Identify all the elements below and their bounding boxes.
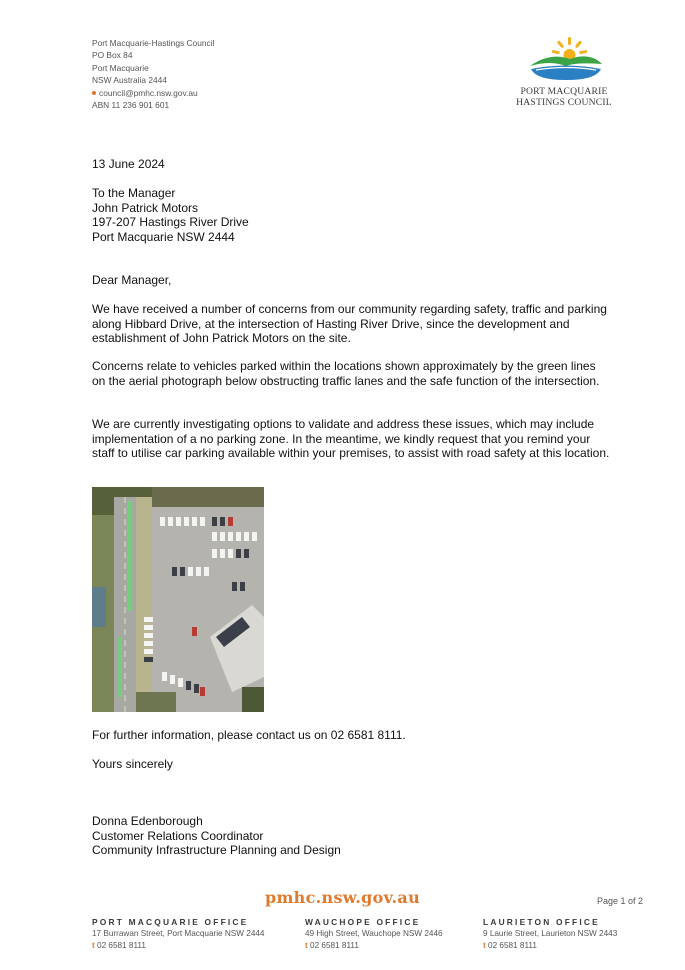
body-paragraph: We are currently investigating options to validate and address these issues, which may include implementation of a no parking zone. In the meantime, we kindly request that you remind your staff to utilise car parking available within your premises, to assist with road safety at this location. [92, 417, 610, 460]
council-logo [506, 34, 626, 114]
sender-email-line [92, 87, 214, 99]
recipient-line: 197-207 Hastings River Drive [92, 215, 249, 229]
sender-po-box: PO Box 84 [92, 50, 133, 61]
email-bullet-icon [92, 91, 96, 95]
closing: Yours sincerely [92, 757, 173, 771]
office-address: 9 Laurie Street, Laurieton NSW 2443 [483, 929, 618, 938]
aerial-photograph-image [92, 487, 264, 712]
sender-city: Port Macquarie [92, 62, 149, 73]
office-phone-line [305, 940, 443, 952]
logo-line-1: PORT MACQUARIE [520, 86, 608, 97]
office-phone-line [483, 940, 617, 952]
phone-icon: t [305, 941, 308, 950]
aerial-photograph [92, 487, 264, 712]
letter-date: 13 June 2024 [92, 157, 165, 171]
council-logo-text [506, 86, 622, 108]
council-logo-icon [506, 34, 626, 86]
signatory-title: Customer Relations Coordinator [92, 828, 264, 843]
sender-state: NSW Australia 2444 [92, 75, 167, 86]
footer-website[interactable]: pmhc.nsw.gov.au [264, 888, 421, 907]
office-address: 17 Burrawan Street, Port Macquarie NSW 2444 [92, 929, 265, 938]
office-laurieton [483, 916, 617, 952]
page-number: Page 1 of 2 [597, 896, 644, 906]
office-name: PORT MACQUARIE OFFICE [92, 917, 249, 927]
office-port-macquarie [92, 916, 264, 952]
office-phone-line [92, 940, 264, 952]
logo-line-2: HASTINGS COUNCIL [516, 97, 612, 108]
office-name: WAUCHOPE OFFICE [305, 917, 421, 927]
office-wauchope [305, 916, 443, 952]
sender-email[interactable]: council@pmhc.nsw.gov.au [99, 87, 198, 98]
body-paragraph: Concerns relate to vehicles parked within the locations shown approximately by the green lines on the aerial photograph below obstructing traffic lanes and the safe function of the intersection. [92, 359, 600, 388]
recipient-line: Port Macquarie NSW 2444 [92, 229, 235, 244]
salutation: Dear Manager, [92, 273, 172, 287]
sender-address [92, 37, 214, 111]
body-paragraph: We have received a number of concerns from our community regarding safety, traffic and parking along Hibbard Drive, at the intersection of Hasting River Drive, since the development and establishment of John Patrick Motors on the site. [92, 302, 607, 345]
signatory-department: Community Infrastructure Planning and Design [92, 843, 341, 857]
recipient-line: To the Manager [92, 186, 176, 200]
phone-icon: t [92, 941, 95, 950]
sender-name: Port Macquarie-Hastings Council [92, 38, 215, 48]
contact-line: For further information, please contact us on 02 6581 8111. [92, 728, 406, 742]
office-address: 49 High Street, Wauchope NSW 2446 [305, 929, 443, 938]
office-phone: 02 6581 8111 [97, 941, 146, 950]
phone-icon: t [483, 941, 486, 950]
signature-block [92, 814, 341, 858]
recipient-address [92, 186, 249, 244]
signatory-name: Donna Edenborough [92, 814, 203, 828]
sender-abn: ABN 11 236 901 601 [92, 100, 170, 111]
recipient-line: John Patrick Motors [92, 200, 199, 215]
office-name: LAURIETON OFFICE [483, 917, 600, 927]
office-phone: 02 6581 8111 [310, 941, 359, 950]
office-phone: 02 6581 8111 [488, 941, 537, 950]
